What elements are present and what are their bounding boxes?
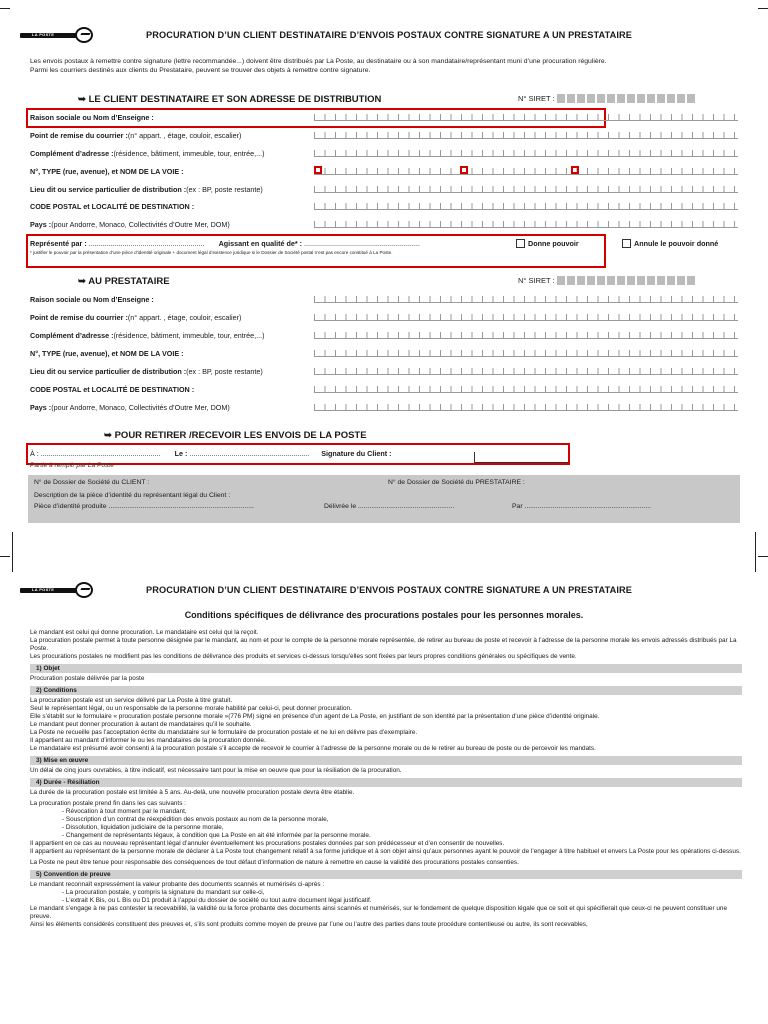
prest-input-raison[interactable] — [314, 296, 738, 303]
prest-field-remise[interactable]: Point de remise du courrier : (n° appart. , étage, couloir, escalier) — [30, 312, 242, 322]
section-retirer-heading: ➥ POUR RETIRER /RECEVOIR LES ENVOIS DE LA POSTE — [104, 430, 367, 441]
client-field-remise[interactable]: Point de remise du courrier : (n° appart. , étage, couloir, escalier) — [30, 130, 242, 140]
prest-field-cp[interactable]: CODE POSTAL et LOCALITÉ DE DESTINATION : — [30, 384, 195, 394]
page-title: PROCURATION D’UN CLIENT DESTINATAIRE D’ENVOIS POSTAUX CONTRE SIGNATURE A UN PRESTATAIRE — [146, 30, 632, 40]
article-heading: 5) Convention de preuve — [30, 870, 742, 879]
prest-field-pays[interactable]: Pays : (pour Andorre, Monaco, Collectivités d’Outre Mer, DOM) — [30, 402, 230, 412]
highlight-square — [571, 166, 579, 174]
client-field-lieu-dit[interactable]: Lieu dit ou service particulier de distribution : (ex : BP, poste restante) — [30, 184, 263, 194]
annule-pouvoir-checkbox[interactable]: Annule le pouvoir donné — [622, 236, 768, 250]
represented-row[interactable]: Représenté par : .......................................................... Agissant en qualité de* : .......................................................... — [30, 238, 420, 248]
la-poste-logo: LA POSTE — [20, 582, 100, 598]
highlight-square — [314, 166, 322, 174]
section-prestataire-heading: ➥ AU PRESTATAIRE — [78, 276, 170, 287]
article-heading: 3) Mise en œuvre — [30, 756, 742, 765]
client-input-lieu-dit[interactable] — [314, 186, 738, 193]
client-input-voie[interactable] — [314, 168, 738, 175]
crop-mark — [755, 532, 756, 572]
crop-mark — [12, 532, 13, 572]
page1-header — [20, 24, 748, 46]
prest-field-lieu-dit[interactable]: Lieu dit ou service particulier de distribution : (ex : BP, poste restante) — [30, 366, 263, 376]
highlight-square — [460, 166, 468, 174]
siret-prestataire[interactable]: N° SIRET : — [518, 276, 695, 285]
client-field-raison[interactable]: Raison sociale ou Nom d’Enseigne : — [30, 112, 154, 122]
section-client-heading: ➥ LE CLIENT DESTINATAIRE ET SON ADRESSE DE DISTRIBUTION — [78, 94, 382, 105]
client-field-complement[interactable]: Complément d’adresse : (résidence, bâtiment, immeuble, tour, entrée,...) — [30, 148, 265, 158]
client-input-complement[interactable] — [314, 150, 738, 157]
prest-input-lieu-dit[interactable] — [314, 368, 738, 375]
conditions-subtitle: Conditions spécifiques de délivrance des procurations postales pour les personnes morales. — [184, 610, 584, 620]
article-heading: 1) Objet — [30, 664, 742, 673]
client-field-pays[interactable]: Pays : (pour Andorre, Monaco, Collectivités d’Outre Mer, DOM) — [30, 219, 230, 229]
poste-only-box: N° de Dossier de Société du CLIENT : N° de Dossier de Société du PRESTATAIRE : Description de la pièce d’identité du représentant légal du Client : Pièce d’identité produite ............................................................................. Délivrée le ................................................... Par ................................................................... — [28, 475, 740, 523]
prest-field-voie[interactable]: N°, TYPE (rue, avenue), et NOM DE LA VOIE : — [30, 348, 184, 358]
crop-mark — [758, 8, 768, 9]
prest-input-cp[interactable] — [314, 386, 738, 393]
prest-input-remise[interactable] — [314, 314, 738, 321]
signature-row[interactable]: À : ............................................................ Le : ............................................................ Signature du Client : — [30, 448, 392, 458]
crop-mark — [0, 556, 10, 557]
la-poste-logo: LA POSTE — [20, 27, 100, 43]
prest-input-complement[interactable] — [314, 332, 738, 339]
partie-poste-label: Partie à remplir par La Poste — [30, 461, 114, 469]
conditions-body: Le mandant est celui qui donne procuration. Le mandataire est celui qui la reçoit. La procuration postale permet à toute personne désignée par le mandant, au nom et pour le compte de la personne morale représentée, de retirer au bureau de poste et recevoir à l’adresse de la personne morale les envois adressés distribués par La Poste. Les procurations postales ne modifient pas les conditions de délivrance des produits et services ci-dessus lorsqu’elles sont fixées par leurs propres conditions générales ou spécifiques de vente. 1) Objet Procuration postale délivrée par la poste 2) Conditions La procuration postale est un service délivré par La Poste à titre gratuit. Seul le représentant légal, ou un responsable de la personne morale habilité par celui-ci, peut donner procuration. Elle s’établit sur le formulaire « procuration postale personne morale »(776 PM) signé en présence d’un agent de La Poste, en justifiant de son identité par la présentation d’une pièce d’identité originale. Le mandant peut donner procuration à autant de mandataires qu’il le souhaite. La Poste ne recueille pas l’acceptation écrite du mandataire sur le formulaire de procuration postale et ne lui en délivre pas d’exemplaire. Il appartient au mandant d’informer le ou les mandataires de la procuration donnée. Le mandataire est présumé avoir consenti à la procuration postale s’il accepte de recevoir le courrier à l’adresse de la personne morale ou de le retirer au bureau de poste ou de percevoir les mandats. 3) Mise en œuvre Un délai de cinq jours ouvrables, à titre indicatif, est nécessaire tant pour la mise en oeuvre que pour la résiliation de la procuration. 4) Durée - Résiliation La durée de la procuration postale est limitée à 5 ans. Au-delà, une nouvelle procuration postale devra être établie. La procuration postale prend fin dans les cas suivants : - Révocation à tout moment par le mandant, - Souscription d’un contrat de réexpédition des envois postaux au nom de la personne morale, - Dissolution, liquidation judiciaire de la personne morale, - Changement de représentants légaux, à condition que La Poste en ait été informée par la personne morale. Il appartient en ce cas au nouveau représentant légal d’annuler éventuellement les procurations postales données par son prédécesseur et d’en consentir de nouvelles. Il appartient au représentant de la personne morale de déclarer à La Poste tout changement relatif à sa forme juridique et à son objet ainsi qu’aux personnes ayant le pouvoir de l’engager à titre habituel et envers La Poste pour les opérations ci-dessus. La Poste ne peut être tenue pour responsable des conséquences de tout défaut d’information de nature à remettre en cause la validité des procurations postales consenties. 5) Convention de preuve Le mandant reconnaît expressément la valeur probante des documents scannés et numérisés ci-après : - La procuration postale, y compris la signature du mandant sur celle-ci, - L’extrait K Bis, ou L Bis ou D1 produit à l’appui du dossier de société ou tout autre document légal justificatif. Le mandant s’engage à ne pas contester la recevabilité, la validité ou la force probante des documents ainsi scannés et numérisés, sur le fondement de quelque disposition légale que ce soit et qui spécifierait que ceux-ci ne peuvent constituer une preuve. Ainsi les éléments considérés constituent des preuves et, s’ils sont produits comme moyen de preuve par l’une ou l’autre des parties dans toute procédure contentieuse ou autre, ils sont recevables, — [30, 629, 741, 928]
crop-mark — [0, 8, 10, 9]
siret-client[interactable]: N° SIRET : — [518, 94, 695, 103]
client-input-pays[interactable] — [314, 221, 738, 228]
page2-title: PROCURATION D’UN CLIENT DESTINATAIRE D’ENVOIS POSTAUX CONTRE SIGNATURE A UN PRESTATAIRE — [146, 585, 632, 595]
prest-field-complement[interactable]: Complément d’adresse : (résidence, bâtiment, immeuble, tour, entrée,...) — [30, 330, 265, 340]
footnote: * justifier le pouvoir par la présentation d’une pièce d’identité originale + document légal d’existence juridique si le Dossier de Société postal n’est pas encore constitué à La Poste. — [30, 249, 393, 255]
prest-field-raison[interactable]: Raison sociale ou Nom d’Enseigne : — [30, 294, 154, 304]
donne-pouvoir-checkbox[interactable]: Donne pouvoir — [516, 236, 616, 250]
prest-input-pays[interactable] — [314, 404, 738, 411]
client-field-voie[interactable]: N°, TYPE (rue, avenue), et NOM DE LA VOIE : — [30, 166, 184, 176]
client-input-raison[interactable] — [314, 114, 738, 121]
article-heading: 4) Durée - Résiliation — [30, 778, 742, 787]
prest-input-voie[interactable] — [314, 350, 738, 357]
client-input-remise[interactable] — [314, 132, 738, 139]
article-heading: 2) Conditions — [30, 686, 742, 695]
client-field-cp[interactable]: CODE POSTAL et LOCALITÉ DE DESTINATION : — [30, 201, 195, 211]
intro-text: Les envois postaux à remettre contre signature (lettre recommandée...) doivent être distribués par La Poste, au destinataire ou à son mandataire/représentant muni d’une procuration régulière. Parmi les courriers destinés aux clients du Prestataire, peuvent se trouver des objets à remettre contre signature. — [30, 58, 607, 74]
crop-mark — [758, 556, 768, 557]
client-input-cp[interactable] — [314, 203, 738, 210]
page2-header — [20, 579, 748, 601]
